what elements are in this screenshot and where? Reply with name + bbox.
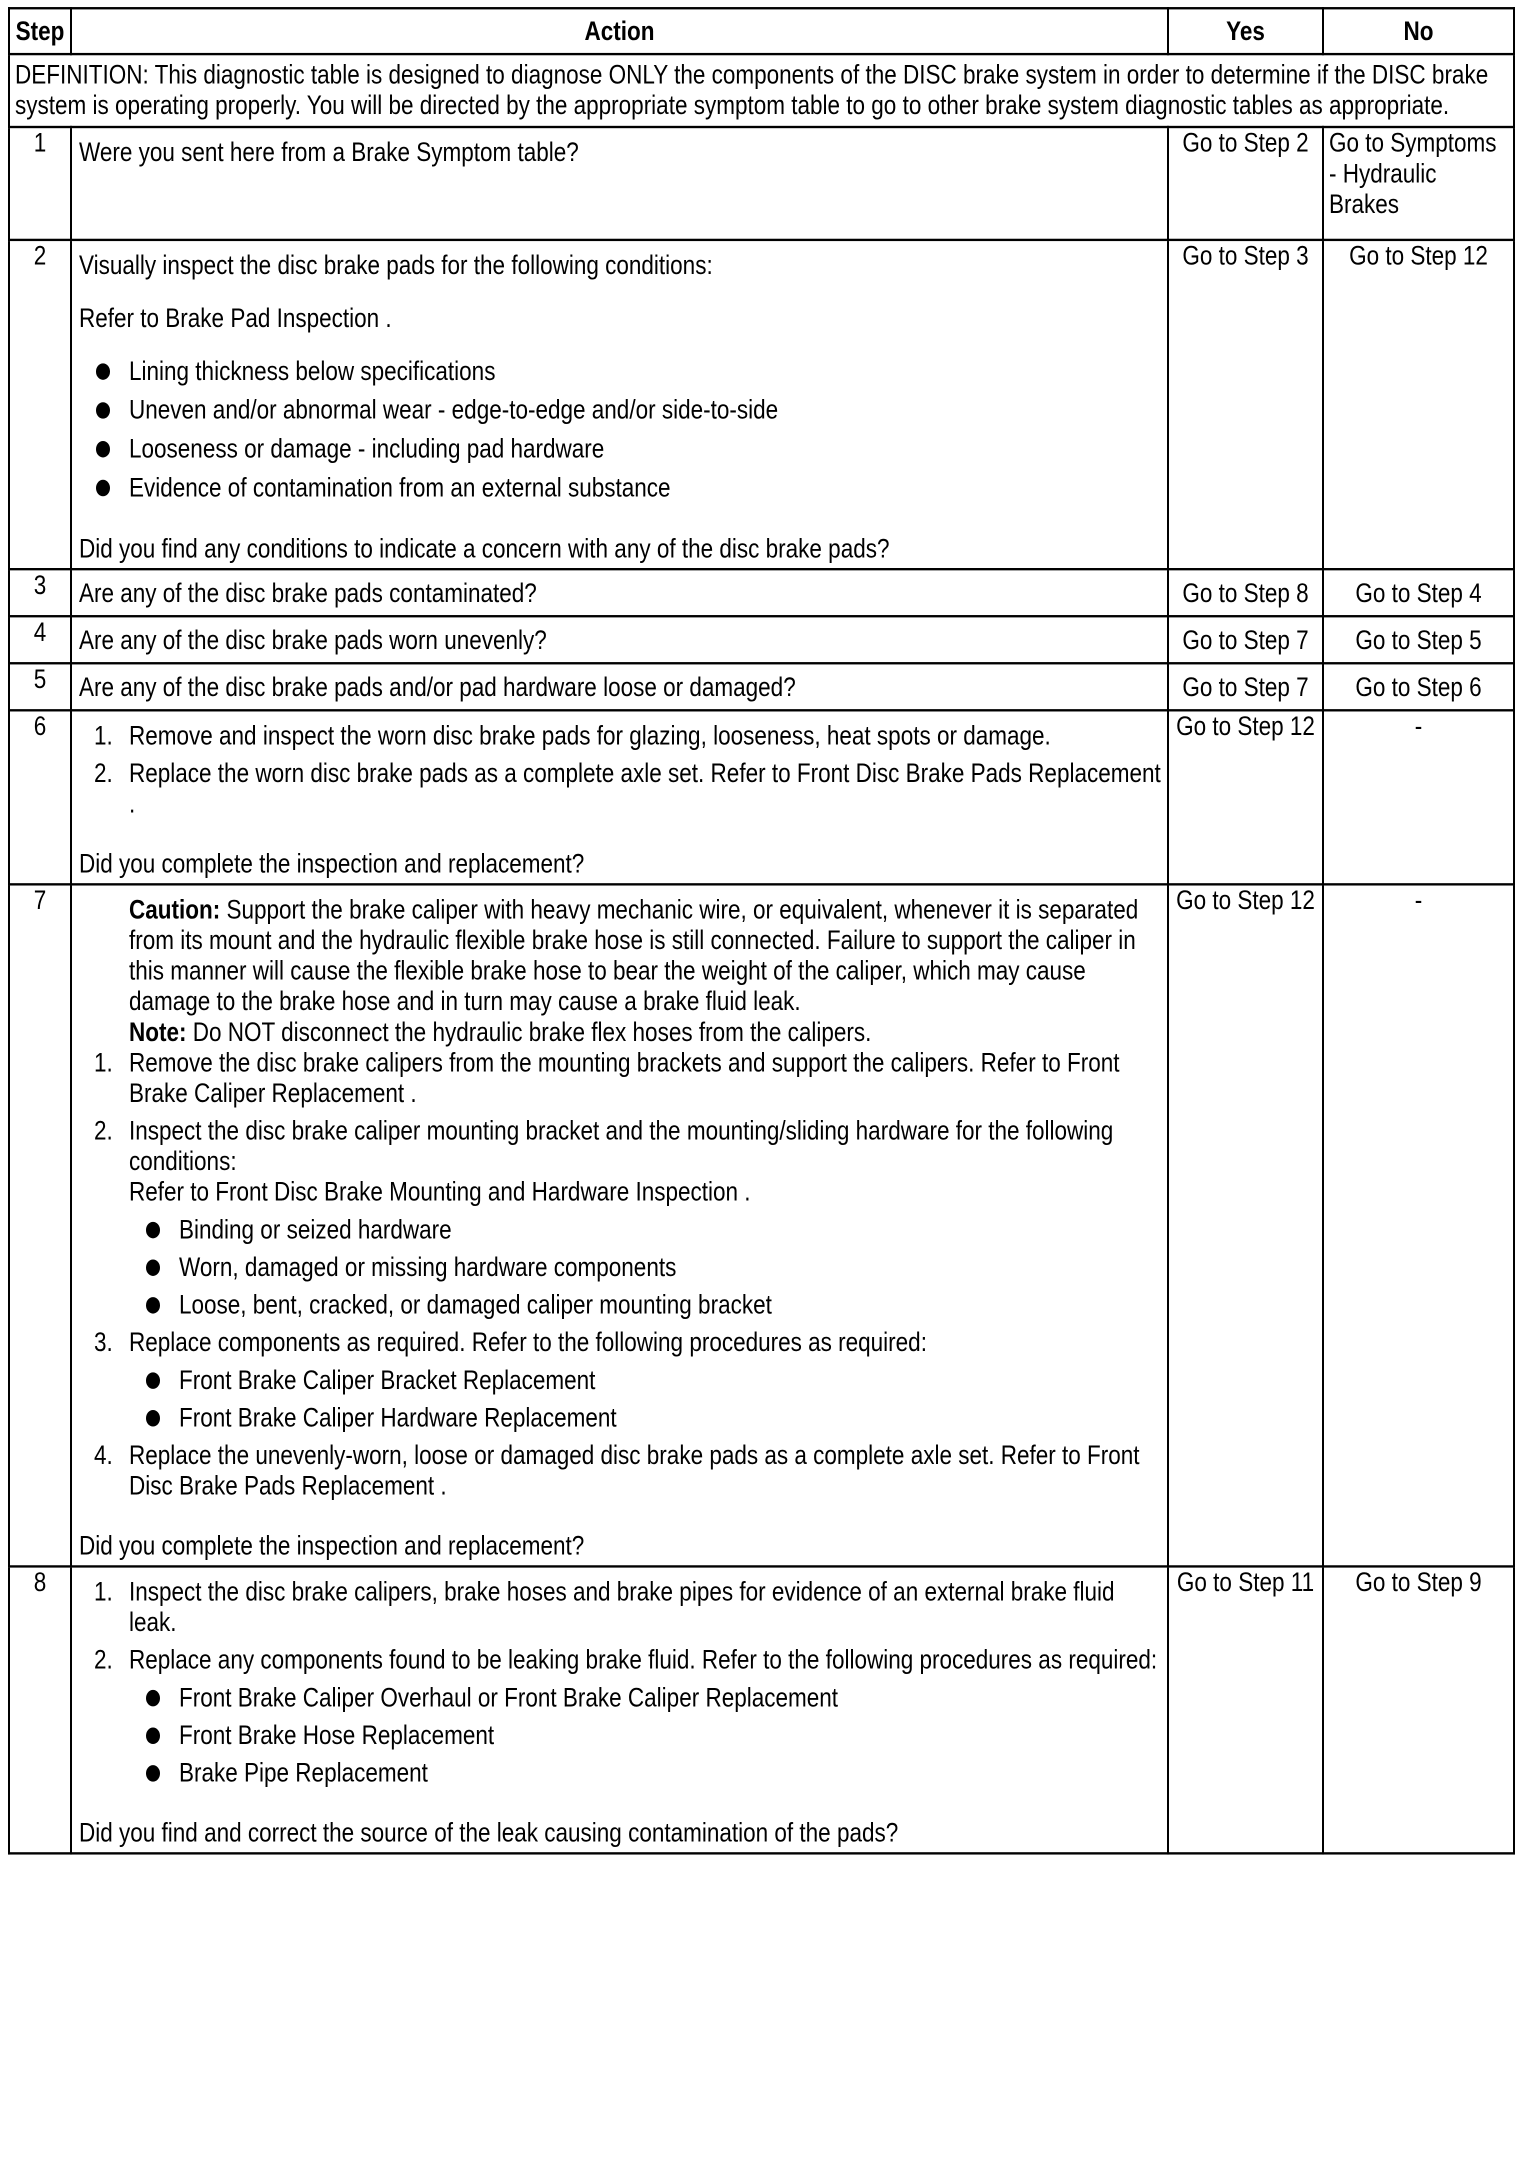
item-text: Replace components as required. Refer to the following procedures as required:: [129, 1327, 927, 1358]
step-question: Did you complete the inspection and replacement?: [79, 849, 585, 879]
no-outcome: -: [1323, 884, 1514, 1566]
list-item: [79, 1328, 1161, 1359]
action-cell: [71, 240, 1168, 569]
list-item: Uneven and/or abnormal wear - edge-to-edge and/or side-to-side: [79, 395, 1161, 426]
table-row: [9, 569, 1514, 616]
item-number: 2.: [94, 1645, 113, 1675]
table-row: [9, 240, 1514, 569]
table-row: [9, 1566, 1514, 1853]
condition-list: [79, 1215, 1161, 1321]
yes-outcome: Go to Step 2: [1168, 127, 1323, 240]
list-item: Front Brake Caliper Overhaul or Front Brake Caliper Replacement: [79, 1683, 1161, 1714]
procedure-list: [79, 721, 1161, 820]
caution-text: Support the brake caliper with heavy mechanic wire, or equivalent, whenever it is separated from its mount and the hydraulic flexible brake hose is still connected. Failure to support the caliper in this manner will cause the flexible brake hose to bear the weight of the caliper, which may cause damage to the brake hose and in turn may cause a brake fluid leak.: [129, 894, 1139, 1017]
list-item: Loose, bent, cracked, or damaged caliper mounting bracket: [79, 1290, 1161, 1321]
item-number: 3.: [94, 1327, 113, 1358]
yes-outcome: Go to Step 12: [1168, 884, 1323, 1566]
list-item: [79, 721, 1161, 752]
list-item: Binding or seized hardware: [79, 1215, 1161, 1246]
procedure-list: [79, 1441, 1161, 1502]
list-item: Looseness or damage - including pad hardware: [79, 434, 1161, 465]
item-text: Remove and inspect the worn disc brake pads for glazing, looseness, heat spots or damage.: [129, 720, 1051, 751]
procedure-ref-list: [79, 1683, 1161, 1789]
step-question: Were you sent here from a Brake Symptom table?: [79, 137, 579, 167]
no-outcome: Go to Step 6: [1323, 663, 1514, 710]
yes-outcome: Go to Step 7: [1168, 616, 1323, 663]
step-number: 3: [9, 569, 71, 616]
table-row: [9, 616, 1514, 663]
procedure-list: [79, 1048, 1161, 1208]
step-intro: Visually inspect the disc brake pads for the following conditions:: [79, 250, 713, 280]
step-question: Did you complete the inspection and replacement?: [79, 1531, 585, 1561]
item-text: Replace any components found to be leaking brake fluid. Refer to the following procedures as required:: [129, 1645, 1158, 1675]
step-number: 2: [9, 240, 71, 569]
item-number: 1.: [94, 1047, 113, 1078]
item-number: 1.: [94, 720, 113, 751]
table-row: [9, 710, 1514, 884]
header-no: No: [1323, 8, 1514, 54]
step-number: 4: [9, 616, 71, 663]
condition-list: [79, 356, 1161, 503]
procedure-ref-list: [79, 1365, 1161, 1433]
item-number: 2.: [94, 1116, 113, 1146]
no-outcome: Go to Step 9: [1323, 1566, 1514, 1853]
no-outcome: Go to Step 5: [1323, 616, 1514, 663]
item-number: 2.: [94, 758, 113, 788]
procedure-list: [79, 1577, 1161, 1676]
item-text: Replace the worn disc brake pads as a complete axle set. Refer to Front Disc Brake Pads Replacement .: [129, 758, 1161, 819]
list-item: Front Brake Caliper Bracket Replacement: [79, 1365, 1161, 1396]
list-item: [79, 1048, 1161, 1109]
yes-outcome: Go to Step 11: [1168, 1566, 1323, 1853]
list-item: [79, 1645, 1161, 1676]
step-question: Are any of the disc brake pads contaminated?: [71, 569, 1168, 616]
list-item: [79, 759, 1161, 820]
step-question: Did you find and correct the source of the leak causing contamination of the pads?: [79, 1818, 899, 1848]
step-number: 6: [9, 710, 71, 884]
step-reference: Refer to Brake Pad Inspection .: [79, 303, 392, 333]
item-number: 4.: [94, 1440, 113, 1470]
step-question: Are any of the disc brake pads and/or pad hardware loose or damaged?: [71, 663, 1168, 710]
step-question: Did you find any conditions to indicate a concern with any of the disc brake pads?: [79, 533, 890, 564]
header-action: Action: [71, 8, 1168, 54]
note: [79, 1017, 1161, 1048]
step-number: 5: [9, 663, 71, 710]
step-number: 1: [9, 127, 71, 240]
table-row: [9, 884, 1514, 1566]
list-item: Brake Pipe Replacement: [79, 1758, 1161, 1789]
list-item: [79, 1441, 1161, 1502]
note-text: Do NOT disconnect the hydraulic brake flex hoses from the calipers.: [186, 1017, 872, 1047]
yes-outcome: Go to Step 3: [1168, 240, 1323, 569]
header-yes: Yes: [1168, 8, 1323, 54]
caution-label: Caution:: [129, 894, 221, 925]
header-step: Step: [9, 8, 71, 54]
procedure-list: [79, 1328, 1161, 1359]
diagnostic-table: [8, 7, 1515, 1854]
step-question: Are any of the disc brake pads worn unevenly?: [71, 616, 1168, 663]
step-number: 8: [9, 1566, 71, 1853]
definition-text: DEFINITION: This diagnostic table is designed to diagnose ONLY the components of the DISC brake system in order to determine if the DISC brake system is operating properly. You will be directed by the appropriate symptom table to go to other brake system diagnostic tables as appropriate.: [9, 54, 1514, 127]
list-item: Lining thickness below specifications: [79, 356, 1161, 387]
item-text: Inspect the disc brake caliper mounting bracket and the mounting/sliding hardware for the following conditions:: [129, 1116, 1114, 1176]
note-label: Note:: [129, 1017, 187, 1047]
item-reference: Refer to Front Disc Brake Mounting and Hardware Inspection .: [129, 1177, 751, 1207]
list-item: [79, 1116, 1161, 1208]
item-text: Remove the disc brake calipers from the mounting brackets and support the calipers. Refer to Front Brake Caliper Replacement .: [129, 1047, 1120, 1108]
yes-outcome: Go to Step 12: [1168, 710, 1323, 884]
table-row: [9, 127, 1514, 240]
action-cell: [71, 127, 1168, 240]
list-item: Front Brake Hose Replacement: [79, 1720, 1161, 1751]
yes-outcome: Go to Step 8: [1168, 569, 1323, 616]
header-row: [9, 8, 1514, 54]
caution-note: [79, 895, 1161, 1017]
definition-row: [9, 54, 1514, 127]
step-number: 7: [9, 884, 71, 1566]
list-item: [79, 1577, 1161, 1638]
table-row: [9, 663, 1514, 710]
list-item: Evidence of contamination from an external substance: [79, 473, 1161, 504]
no-outcome: Go to Step 4: [1323, 569, 1514, 616]
action-cell: [71, 1566, 1168, 1853]
yes-outcome: Go to Step 7: [1168, 663, 1323, 710]
list-item: Worn, damaged or missing hardware components: [79, 1252, 1161, 1283]
action-cell: [71, 710, 1168, 884]
no-outcome: Go to Step 12: [1323, 240, 1514, 569]
action-cell: [71, 884, 1168, 1566]
no-outcome: Go to Symptoms - Hydraulic Brakes: [1323, 127, 1514, 240]
item-number: 1.: [94, 1577, 113, 1607]
item-text: Replace the unevenly-worn, loose or damaged disc brake pads as a complete axle set. Refer to Front Disc Brake Pads Replacement .: [129, 1440, 1140, 1501]
list-item: Front Brake Caliper Hardware Replacement: [79, 1403, 1161, 1434]
item-text: Inspect the disc brake calipers, brake hoses and brake pipes for evidence of an external brake fluid leak.: [129, 1577, 1115, 1637]
no-outcome: -: [1323, 710, 1514, 884]
